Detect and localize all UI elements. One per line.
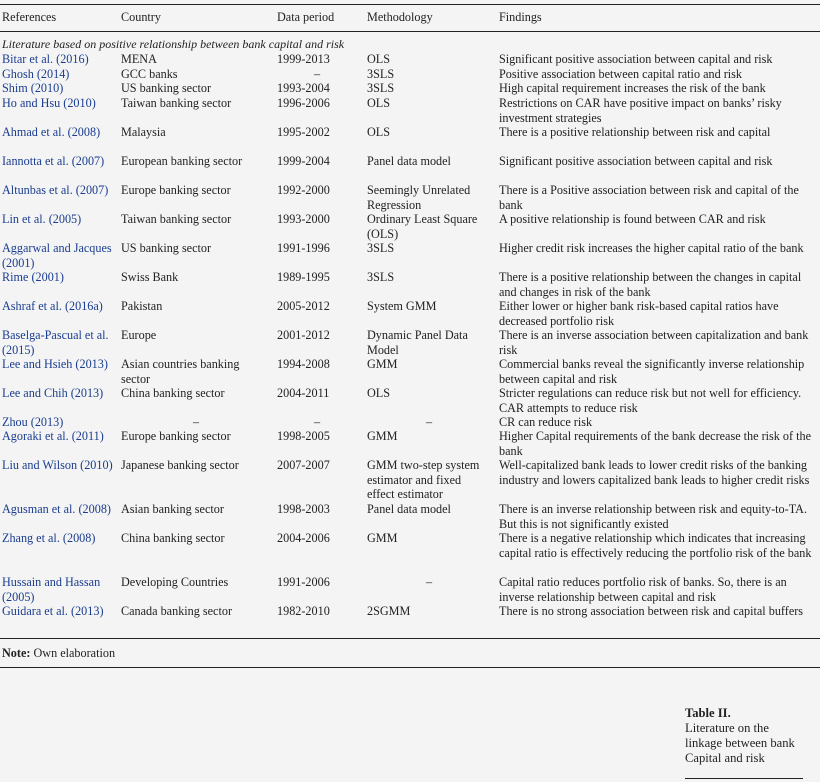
data-period-cell: 1991-1996 [277, 241, 330, 255]
reference-link[interactable]: Agoraki et al. (2011) [2, 429, 104, 443]
findings-cell: There is an inverse relationship between risk and equity-to-TA. But this is not significantly existed [499, 502, 808, 531]
data-period-cell: 1995-2002 [277, 125, 330, 139]
reference-link[interactable]: Shim (2010) [2, 81, 64, 95]
findings-cell: There is a negative relationship which indicates that increasing capital ratio is effectively reducing the portfolio risk of the bank [499, 531, 812, 560]
methodology-cell: – [425, 575, 433, 589]
data-period-cell: 1991-2006 [277, 575, 330, 589]
country-cell: Europe banking sector [121, 429, 231, 443]
country-cell: Europe [121, 328, 157, 342]
reference-link[interactable]: Ahmad et al. (2008) [2, 125, 101, 139]
data-period-cell: 1999-2004 [277, 154, 330, 168]
caption-label: Table II. [685, 706, 731, 720]
methodology-cell: 3SLS [367, 81, 395, 95]
findings-cell: Significant positive association between capital and risk [499, 52, 773, 66]
reference-link[interactable]: Zhang et al. (2008) [2, 531, 96, 545]
country-cell: Developing Countries [121, 575, 229, 589]
country-cell: Japanese banking sector [121, 458, 239, 472]
reference-link[interactable]: Lin et al. (2005) [2, 212, 82, 226]
reference-link[interactable]: Zhou (2013) [2, 415, 64, 429]
methodology-cell: GMM two-step system estimator and fixed effect estimator [367, 458, 480, 501]
data-period-cell: 1989-1995 [277, 270, 330, 284]
findings-cell: Higher credit risk increases the higher capital ratio of the bank [499, 241, 804, 255]
reference-link[interactable]: Rime (2001) [2, 270, 64, 284]
data-period-cell: 2001-2012 [277, 328, 330, 342]
country-cell: MENA [121, 52, 157, 66]
country-cell: Asian countries banking sector [121, 357, 240, 386]
reference-link[interactable]: Ghosh (2014) [2, 67, 70, 81]
data-period-cell: 2005-2012 [277, 299, 330, 313]
reference-link[interactable]: Lee and Chih (2013) [2, 386, 104, 400]
bottom-rule [0, 638, 820, 639]
findings-cell: Restrictions on CAR have positive impact on banks’ risky investment strategies [499, 96, 782, 125]
country-cell: Taiwan banking sector [121, 96, 232, 110]
findings-cell: A positive relationship is found between CAR and risk [499, 212, 766, 226]
country-cell: US banking sector [121, 81, 212, 95]
methodology-cell: 3SLS [367, 67, 395, 81]
methodology-cell: 3SLS [367, 241, 395, 255]
note-rule [0, 667, 820, 668]
methodology-cell: – [425, 415, 433, 429]
reference-link[interactable]: Aggarwal and Jacques (2001) [2, 241, 112, 270]
caption-rule [685, 778, 803, 779]
findings-cell: Capital ratio reduces portfolio risk of banks. So, there is an inverse relationship between capital and risk [499, 575, 787, 604]
methodology-cell: Dynamic Panel Data Model [367, 328, 468, 357]
table-note [2, 646, 115, 661]
methodology-cell: OLS [367, 386, 391, 400]
findings-cell: There is a positive relationship between risk and capital [499, 125, 771, 139]
country-cell: Asian banking sector [121, 502, 224, 516]
data-period-cell: 1999-2013 [277, 52, 330, 66]
reference-link[interactable]: Lee and Hsieh (2013) [2, 357, 108, 371]
data-period-cell: 1993-2000 [277, 212, 330, 226]
reference-link[interactable]: Bitar et al. (2016) [2, 52, 89, 66]
methodology-cell: Panel data model [367, 502, 451, 516]
country-cell: Swiss Bank [121, 270, 179, 284]
note-text: Own elaboration [33, 646, 116, 660]
findings-cell: There is a Positive association between risk and capital of the bank [499, 183, 799, 212]
findings-cell: There is an inverse association between capitalization and bank risk [499, 328, 809, 357]
methodology-cell: Seemingly Unrelated Regression [367, 183, 471, 212]
data-period-cell: 1996-2006 [277, 96, 330, 110]
methodology-cell: GMM [367, 531, 398, 545]
methodology-cell: GMM [367, 357, 398, 371]
data-period-cell: – [313, 415, 321, 429]
reference-link[interactable]: Iannotta et al. (2007) [2, 154, 105, 168]
reference-link[interactable]: Guidara et al. (2013) [2, 604, 104, 618]
findings-cell: Significant positive association between capital and risk [499, 154, 773, 168]
data-period-cell: 1982-2010 [277, 604, 330, 618]
top-rule [0, 4, 820, 5]
reference-link[interactable]: Agusman et al. (2008) [2, 502, 111, 516]
findings-cell: Positive association between capital ratio and risk [499, 67, 743, 81]
caption-text: Literature on the linkage between bank Capital and risk [685, 721, 795, 765]
country-cell: Europe banking sector [121, 183, 231, 197]
findings-cell: There is a positive relationship between the changes in capital and changes in risk of the bank [499, 270, 802, 299]
data-period-cell: 2007-2007 [277, 458, 330, 472]
methodology-cell: 2SGMM [367, 604, 411, 618]
note-label: Note: [2, 646, 31, 660]
header-data-period: Data period [277, 10, 335, 24]
data-period-cell: 1992-2000 [277, 183, 330, 197]
country-cell: Taiwan banking sector [121, 212, 232, 226]
data-period-cell: – [313, 67, 321, 81]
findings-cell: Stricter regulations can reduce risk but not well for efficiency. CAR attempts to reduce risk [499, 386, 802, 415]
reference-link[interactable]: Liu and Wilson (2010) [2, 458, 113, 472]
findings-cell: Either lower or higher bank risk-based capital ratios have decreased portfolio risk [499, 299, 779, 328]
methodology-cell: GMM [367, 429, 398, 443]
table-caption [685, 706, 805, 766]
country-cell: GCC banks [121, 67, 178, 81]
reference-link[interactable]: Ho and Hsu (2010) [2, 96, 96, 110]
methodology-cell: OLS [367, 96, 391, 110]
methodology-cell: OLS [367, 52, 391, 66]
data-period-cell: 1994-2008 [277, 357, 330, 371]
data-period-cell: 1993-2004 [277, 81, 330, 95]
data-period-cell: 2004-2006 [277, 531, 330, 545]
country-cell: European banking sector [121, 154, 243, 168]
country-cell: China banking sector [121, 386, 225, 400]
reference-link[interactable]: Altunbas et al. (2007) [2, 183, 109, 197]
methodology-cell: OLS [367, 125, 391, 139]
country-cell: Malaysia [121, 125, 166, 139]
data-period-cell: 1998-2003 [277, 502, 330, 516]
country-cell: US banking sector [121, 241, 212, 255]
header-findings: Findings [499, 10, 542, 24]
findings-cell: CR can reduce risk [499, 415, 593, 429]
data-period-cell: 1998-2005 [277, 429, 330, 443]
section-title: Literature based on positive relationship between bank capital and risk [2, 37, 345, 51]
country-cell: – [192, 415, 200, 429]
header-references: References [2, 10, 57, 24]
methodology-cell: Ordinary Least Square (OLS) [367, 212, 478, 241]
country-cell: China banking sector [121, 531, 225, 545]
findings-cell: High capital requirement increases the risk of the bank [499, 81, 766, 95]
header-country: Country [121, 10, 161, 24]
findings-cell: Commercial banks reveal the significantly inverse relationship between capital and risk [499, 357, 805, 386]
header-rule [0, 31, 820, 32]
findings-cell: There is no strong association between risk and capital buffers [499, 604, 804, 618]
reference-link[interactable]: Ashraf et al. (2016a) [2, 299, 103, 313]
methodology-cell: Panel data model [367, 154, 451, 168]
data-period-cell: 2004-2011 [277, 386, 330, 400]
country-cell: Canada banking sector [121, 604, 233, 618]
header-methodology: Methodology [367, 10, 433, 24]
reference-link[interactable]: Baselga-Pascual et al. (2015) [2, 328, 109, 357]
methodology-cell: System GMM [367, 299, 437, 313]
reference-link[interactable]: Hussain and Hassan (2005) [2, 575, 101, 604]
methodology-cell: 3SLS [367, 270, 395, 284]
findings-cell: Higher Capital requirements of the bank decrease the risk of the bank [499, 429, 812, 458]
country-cell: Pakistan [121, 299, 163, 313]
findings-cell: Well-capitalized bank leads to lower credit risks of the banking industry and lowers capitalized bank leads to higher credit risks [499, 458, 810, 487]
